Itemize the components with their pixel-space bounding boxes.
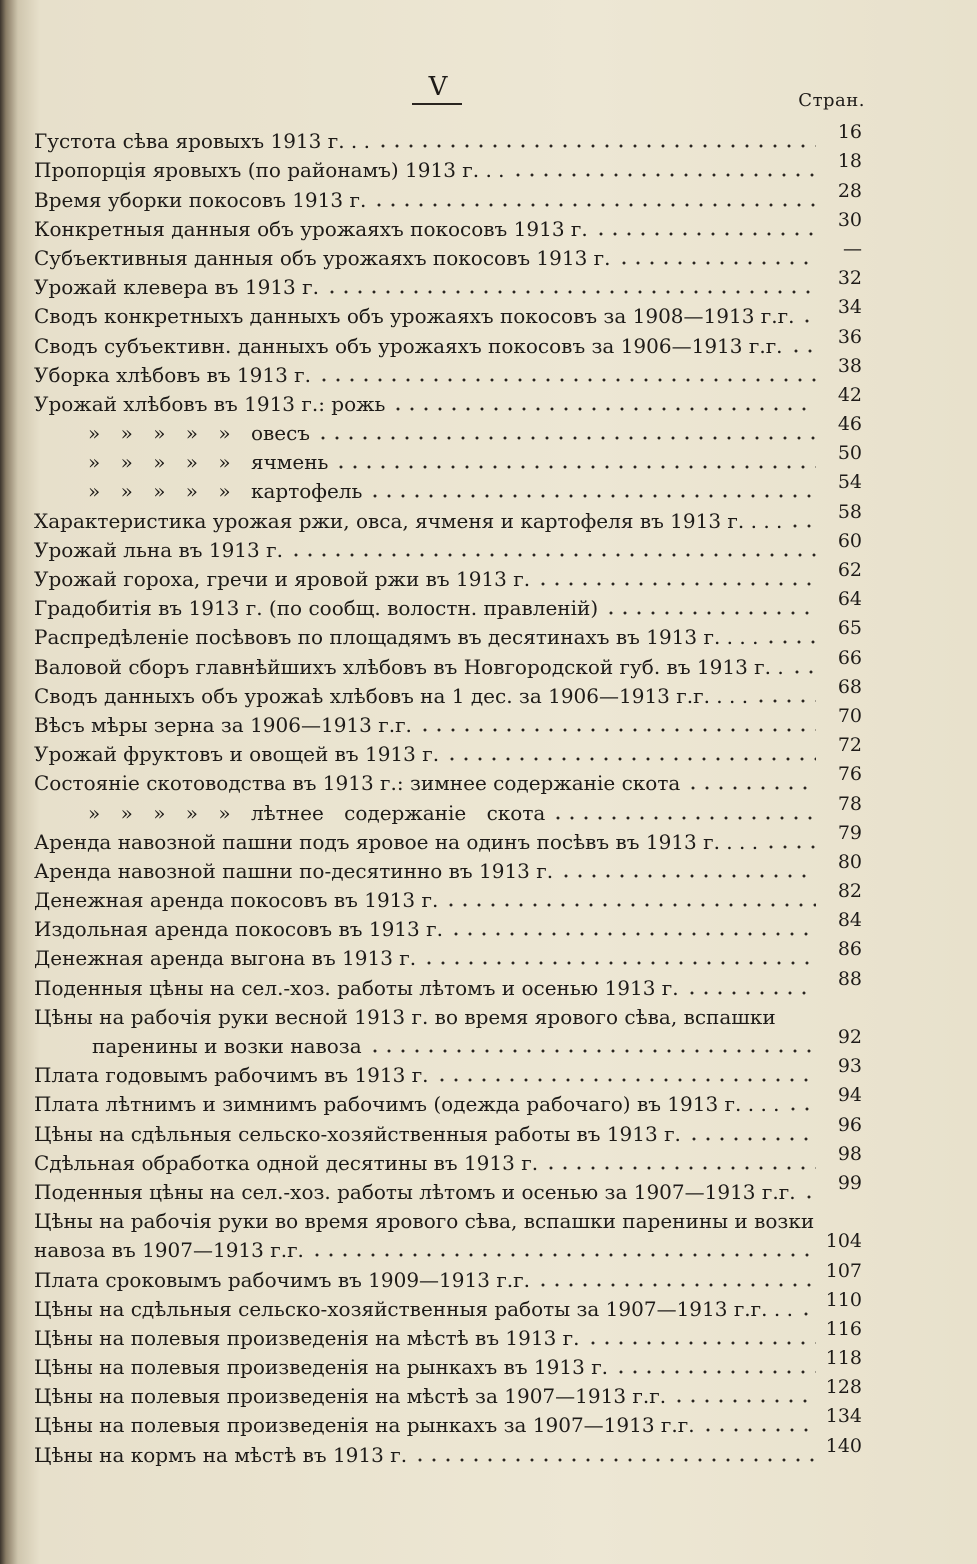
page-header: [0, 72, 977, 112]
toc-entry-page: 38: [837, 354, 862, 377]
toc-entry-title: Цѣны на сдѣльныя сельско-хозяйственныя работы въ 1913 г.: [34, 1121, 681, 1146]
toc-entry: [34, 967, 862, 1000]
toc-entry: [34, 675, 862, 708]
toc-entry: [34, 1026, 862, 1058]
toc-entry: [34, 1204, 862, 1233]
toc-entry-page: 66: [837, 646, 862, 669]
toc-entry-title: Издольная аренда покосовъ въ 1913 г.: [34, 917, 443, 942]
toc-entry-title: Плата лѣтнимъ и зимнимъ рабочимъ (одежда рабочаго) въ 1913 г. . . .: [34, 1092, 780, 1117]
toc-entry-page: 46: [837, 413, 862, 436]
toc-entry-title: » » » » » картофель: [88, 479, 363, 504]
toc-entry: [34, 1405, 862, 1438]
toc-entry-page: 36: [837, 325, 862, 348]
toc-entry-title: Урожай гороха, гречи и яровой ржи въ 1913 г.: [34, 567, 531, 591]
toc-entry: [34, 442, 862, 475]
toc-entry: [34, 383, 862, 416]
dot-leader: [317, 377, 816, 383]
table-of-contents: [34, 121, 862, 1467]
toc-entry: [34, 208, 862, 241]
toc-entry: [34, 763, 862, 796]
toc-entry: [34, 471, 862, 504]
toc-entry: [34, 1142, 862, 1175]
toc-entry-page: 62: [837, 559, 862, 581]
toc-entry-page: 92: [837, 1026, 862, 1048]
toc-entry-title: Субъективныя данныя объ урожаяхъ покосовъ 1913 г.: [34, 245, 611, 270]
dot-leader: [764, 844, 816, 850]
toc-entry: [34, 1376, 862, 1409]
toc-entry-title: Состояніе скотоводства въ 1913 г.: зимнее содержаніе скота: [34, 771, 681, 796]
toc-entry-page: 94: [837, 1084, 862, 1107]
toc-entry: [34, 121, 862, 154]
dot-leader: [376, 143, 816, 149]
dot-leader: [435, 1077, 816, 1083]
toc-entry-title: Урожай фруктовъ и овощей въ 1913 г.: [34, 742, 440, 767]
toc-entry: [34, 880, 862, 913]
toc-entry-page: 18: [837, 150, 862, 173]
toc-entry-page: 42: [837, 383, 862, 406]
toc-entry: [34, 1000, 862, 1029]
toc-entry-title: Цѣны на полевыя произведенія на мѣстѣ за 1907—1913 г.г.: [34, 1384, 667, 1409]
dot-leader: [310, 1252, 816, 1258]
toc-entry: [34, 1434, 862, 1467]
toc-entry: [34, 617, 862, 650]
toc-entry-title: Сводъ данныхъ объ урожаѣ хлѣбовъ на 1 дес. за 1906—1913 г.г. . . .: [34, 683, 749, 708]
toc-entry: [34, 559, 862, 591]
toc-entry: [34, 296, 862, 329]
toc-entry-title: Сводъ субъективн. данныхъ объ урожаяхъ покосовъ за 1906—1913 г.г.: [34, 333, 783, 358]
toc-entry-title: Распредѣленіе посѣвовъ по площадямъ въ десятинахъ въ 1913 г. . . .: [34, 625, 759, 650]
toc-entry-title: Цѣны на полевыя произведенія на мѣстѣ въ 1913 г.: [34, 1325, 580, 1350]
toc-entry: [34, 1347, 862, 1380]
toc-entry-title: паренины и возки навоза: [92, 1034, 362, 1058]
toc-entry: [34, 938, 862, 971]
toc-entry: [34, 909, 862, 942]
dot-leader: [536, 581, 816, 587]
toc-entry-title: Время уборки покосовъ 1913 г.: [34, 187, 367, 212]
toc-entry: [34, 354, 862, 387]
dot-leader: [368, 493, 816, 499]
toc-entry-page: 86: [837, 938, 862, 961]
toc-entry: [34, 179, 862, 212]
toc-entry-title: Конкретныя данныя объ урожаяхъ покосовъ 1913 г.: [34, 216, 588, 241]
toc-entry-title: Урожай клевера въ 1913 г.: [34, 275, 319, 300]
toc-entry-page: 98: [837, 1142, 862, 1165]
toc-entry: [34, 1317, 862, 1350]
dot-leader: [289, 552, 816, 558]
toc-entry-page: 110: [825, 1288, 862, 1311]
toc-entry-title: Цѣны на полевыя произведенія на рынкахъ за 1907—1913 г.г.: [34, 1413, 695, 1438]
dot-leader: [544, 1165, 816, 1171]
toc-entry-page: 16: [837, 121, 862, 144]
toc-entry-page: 79: [837, 821, 862, 844]
toc-entry-title: » » » » » овесъ: [88, 421, 311, 446]
dot-leader: [802, 1194, 816, 1200]
dot-leader: [422, 960, 816, 966]
toc-entry: [34, 1055, 862, 1088]
toc-entry-title: Денежная аренда покосовъ въ 1913 г.: [34, 888, 439, 913]
toc-entry-page: 104: [825, 1230, 862, 1253]
toc-entry: [34, 500, 862, 533]
toc-entry: [34, 1259, 862, 1292]
toc-entry-title: Цѣны на сдѣльныя сельско-хозяйственныя работы за 1907—1913 г.г. . .: [34, 1296, 793, 1321]
dot-leader: [764, 639, 816, 645]
toc-entry-page: 134: [825, 1405, 862, 1428]
dot-leader: [418, 727, 816, 733]
dot-leader: [325, 289, 816, 295]
dot-leader: [511, 172, 816, 178]
dot-leader: [800, 318, 816, 324]
dot-leader: [788, 523, 816, 529]
dot-leader: [334, 464, 816, 470]
toc-entry: [34, 821, 862, 854]
dot-leader: [604, 610, 816, 616]
dot-leader: [444, 902, 816, 908]
toc-entry-title: Густота сѣва яровыхъ 1913 г. . .: [34, 129, 370, 154]
dot-leader: [686, 785, 816, 791]
toc-entry-page: 64: [837, 588, 862, 611]
toc-entry-title: Вѣсъ мѣры зерна за 1906—1913 г.г.: [34, 712, 412, 737]
toc-entry: [34, 325, 862, 358]
toc-entry-title: Поденныя цѣны на сел.-хоз. работы лѣтомъ и осенью за 1907—1913 г.г.: [34, 1179, 796, 1204]
toc-entry-title: Сдѣльная обработка одной десятины въ 1913 г.: [34, 1150, 539, 1175]
toc-entry-title: » » » » » ячмень: [88, 450, 329, 475]
toc-entry-page: 80: [837, 850, 862, 873]
toc-entry-title: Плата годовымъ рабочимъ въ 1913 г.: [34, 1063, 429, 1088]
dot-leader: [559, 873, 816, 879]
toc-entry-page: 50: [837, 442, 862, 465]
dot-leader: [789, 348, 816, 354]
toc-entry-title: Градобитія въ 1913 г. (по сообщ. волостн. правленій): [34, 596, 599, 621]
toc-entry-page: —: [843, 237, 862, 260]
toc-entry-title: Цѣны на кормъ на мѣстѣ въ 1913 г.: [34, 1442, 408, 1467]
toc-entry-title: Аренда навозной пашни подъ яровое на одинъ посѣвъ въ 1913 г. . . .: [34, 829, 759, 854]
dot-leader: [536, 1282, 816, 1288]
dot-leader: [368, 1048, 816, 1054]
dot-leader: [672, 1398, 816, 1404]
dot-leader: [685, 990, 816, 996]
toc-entry: [34, 1171, 862, 1204]
toc-entry-title: Сводъ конкретныхъ данныхъ объ урожаяхъ покосовъ за 1908—1913 г.г.: [34, 304, 795, 329]
toc-entry-title: Урожай хлѣбовъ въ 1913 г.: рожь: [34, 391, 386, 416]
toc-entry-page: 65: [837, 617, 862, 640]
dot-leader: [786, 1106, 816, 1112]
page-number-roman: V: [428, 72, 448, 102]
toc-entry-page: 72: [837, 734, 862, 757]
toc-entry-page: 118: [825, 1347, 862, 1370]
toc-entry-title: Денежная аренда выгона въ 1913 г.: [34, 946, 417, 971]
toc-entry-page: 82: [837, 880, 862, 903]
dot-leader: [617, 260, 816, 266]
toc-entry: [34, 646, 862, 679]
toc-entry-page: 107: [825, 1259, 862, 1282]
toc-entry-page: 128: [825, 1376, 862, 1399]
toc-entry: [34, 1288, 862, 1321]
pages-column-label: Стран.: [798, 90, 865, 111]
dot-leader: [790, 669, 816, 675]
toc-entry-page: 68: [837, 675, 862, 698]
dot-leader: [799, 1311, 816, 1317]
toc-entry-page: 60: [837, 529, 862, 552]
toc-entry: [34, 1230, 862, 1263]
toc-entry-page: 34: [837, 296, 862, 319]
dot-leader: [614, 1369, 816, 1375]
toc-entry-title: Валовой сборъ главнѣйшихъ хлѣбовъ въ Новгородской губ. въ 1913 г. .: [34, 654, 784, 679]
toc-entry: [34, 267, 862, 300]
toc-entry-title: Характеристика урожая ржи, овса, ячменя и картофеля въ 1913 г. . . .: [34, 508, 783, 533]
toc-entry: [34, 704, 862, 737]
toc-entry: [34, 1113, 862, 1146]
toc-entry-title: Цѣны на рабочія руки весной 1913 г. во время ярового сѣва, вспашки: [34, 1004, 776, 1029]
dot-leader: [687, 1136, 816, 1142]
toc-entry-page: 140: [825, 1434, 862, 1457]
dot-leader: [594, 231, 816, 237]
toc-entry-title: Поденныя цѣны на сел.-хоз. работы лѣтомъ и осенью 1913 г.: [34, 975, 679, 1000]
toc-entry: [34, 1084, 862, 1117]
dot-leader: [391, 406, 816, 412]
toc-entry-page: 93: [837, 1055, 862, 1078]
toc-entry-page: 78: [837, 792, 862, 815]
toc-entry: [34, 413, 862, 446]
dot-leader: [449, 931, 816, 937]
toc-entry-page: 76: [837, 763, 862, 786]
toc-entry-page: 28: [837, 179, 862, 202]
toc-entry: [34, 529, 862, 562]
toc-entry-page: 116: [825, 1317, 862, 1340]
toc-entry-page: 96: [837, 1113, 862, 1136]
toc-entry: [34, 237, 862, 270]
toc-entry-title: Плата сроковымъ рабочимъ въ 1909—1913 г.г.: [34, 1267, 530, 1292]
toc-entry-page: 84: [837, 909, 862, 932]
dot-leader: [754, 698, 816, 704]
dot-leader: [701, 1427, 816, 1433]
toc-entry-title: Урожай льна въ 1913 г.: [34, 537, 283, 562]
toc-entry-title: навоза въ 1907—1913 г.г.: [34, 1238, 304, 1263]
toc-entry-title: Цѣны на рабочія руки во время ярового сѣва, вспашки паренины и возки: [34, 1209, 815, 1234]
dot-leader: [586, 1340, 817, 1346]
toc-entry-title: Цѣны на полевыя произведенія на рынкахъ въ 1913 г.: [34, 1355, 609, 1380]
toc-entry-page: 54: [837, 471, 862, 494]
dot-leader: [413, 1457, 816, 1463]
toc-entry-page: 70: [837, 704, 862, 727]
toc-entry-title: » » » » » лѣтнее содержаніе скота: [88, 800, 546, 825]
dot-leader: [316, 435, 816, 441]
toc-entry-page: 88: [837, 967, 862, 990]
toc-entry-page: 99: [837, 1171, 862, 1194]
toc-entry-page: 32: [837, 267, 862, 290]
toc-entry-page: 30: [837, 208, 862, 231]
toc-entry: [34, 792, 862, 825]
toc-entry: [34, 734, 862, 767]
toc-entry: [34, 850, 862, 883]
toc-entry-title: Аренда навозной пашни по-десятинно въ 1913 г.: [34, 858, 554, 883]
toc-entry: [34, 588, 862, 621]
toc-entry-page: 58: [837, 500, 862, 523]
toc-entry: [34, 150, 862, 183]
header-rule: [412, 103, 462, 105]
dot-leader: [551, 815, 816, 821]
dot-leader: [445, 756, 816, 762]
toc-entry-title: Уборка хлѣбовъ въ 1913 г.: [34, 362, 312, 387]
dot-leader: [372, 202, 816, 208]
toc-entry-title: Пропорція яровыхъ (по районамъ) 1913 г. . .: [34, 158, 505, 183]
